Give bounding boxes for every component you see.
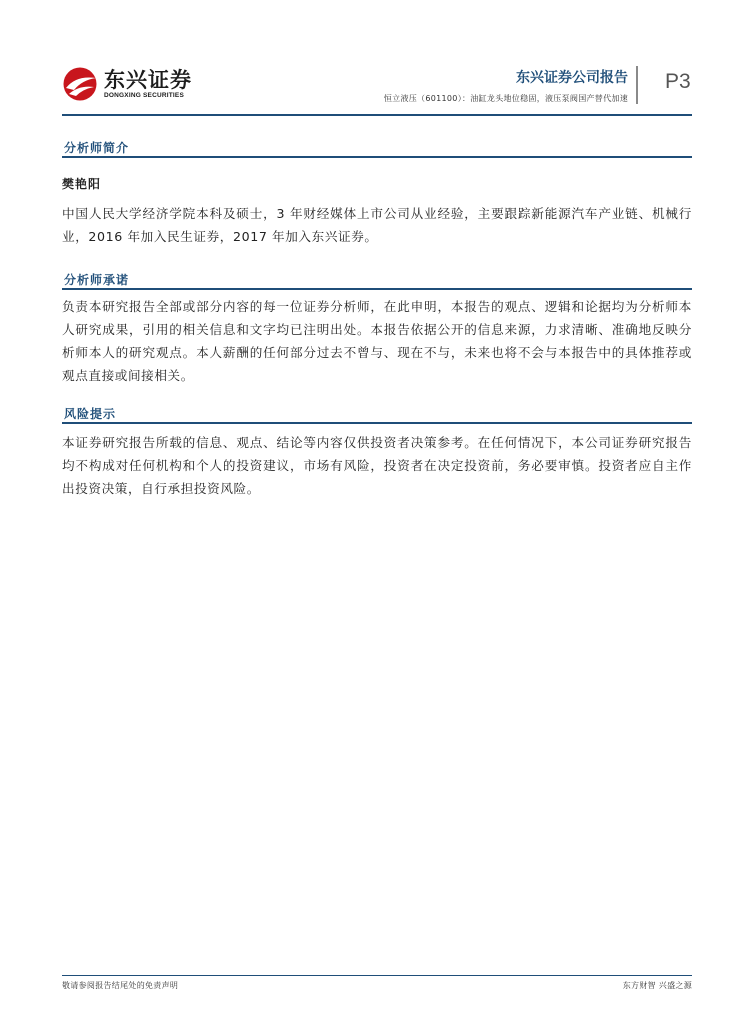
report-subtitle: 恒立液压（601100）：油缸龙头地位稳固，液压泵阀国产替代加速 <box>383 94 628 103</box>
footer-rule <box>62 975 692 976</box>
analyst-commitment-heading: 分析师承诺 <box>64 273 130 287</box>
analyst-commitment-block <box>62 295 692 387</box>
logo-chinese-name: 东兴证券 <box>104 67 192 92</box>
page-number: P3 <box>665 70 691 93</box>
analyst-commitment-text: 负责本研究报告全部或部分内容的每一位证券分析师，在此申明，本报告的观点、逻辑和论据均为分析师本人研究成果，引用的相关信息和文字均已注明出处。本报告依据公开的信息来源，力求清晰、准确地反映分析师本人的研究观点。本人薪酬的任何部分过去不曾与、现在不与，未来也将不会与本报告中的具体推荐或观点直接或间接相关。 <box>62 299 692 383</box>
analyst-commitment-heading-block <box>62 268 692 290</box>
section-rule <box>62 156 692 158</box>
footer-disclaimer-note: 敬请参阅报告结尾处的免责声明 <box>62 981 179 990</box>
risk-notice-text: 本证券研究报告所载的信息、观点、结论等内容仅供投资者决策参考。在任何情况下，本公司证券研究报告均不构成对任何机构和个人的投资建议，市场有风险，投资者在决定投资前，务必要审慎。投资者应自主作出投资决策，自行承担投资风险。 <box>62 435 692 496</box>
risk-notice-heading-block <box>62 402 692 424</box>
footer-slogan: 东方财智 兴盛之源 <box>622 981 692 990</box>
analyst-bio: 中国人民大学经济学院本科及硕士，3 年财经媒体上市公司从业经验，主要跟踪新能源汽车产业链、机械行业，2016 年加入民生证券，2017 年加入东兴证券。 <box>62 206 692 244</box>
section-rule <box>62 288 692 290</box>
header-divider <box>636 66 638 104</box>
risk-notice-heading: 风险提示 <box>64 407 117 421</box>
analyst-profile-heading-block <box>62 136 692 158</box>
report-title: 东兴证券公司报告 <box>516 70 628 86</box>
risk-notice-block <box>62 431 692 500</box>
logo-english-name: DONGXING SECURITIES <box>104 91 185 99</box>
section-rule <box>62 422 692 424</box>
dongxing-logo-icon <box>62 66 100 102</box>
analyst-bio-block <box>62 202 692 248</box>
company-logo <box>62 66 192 102</box>
analyst-name: 樊艳阳 <box>62 177 102 191</box>
analyst-profile-heading: 分析师简介 <box>64 141 130 155</box>
header-rule <box>62 114 692 116</box>
